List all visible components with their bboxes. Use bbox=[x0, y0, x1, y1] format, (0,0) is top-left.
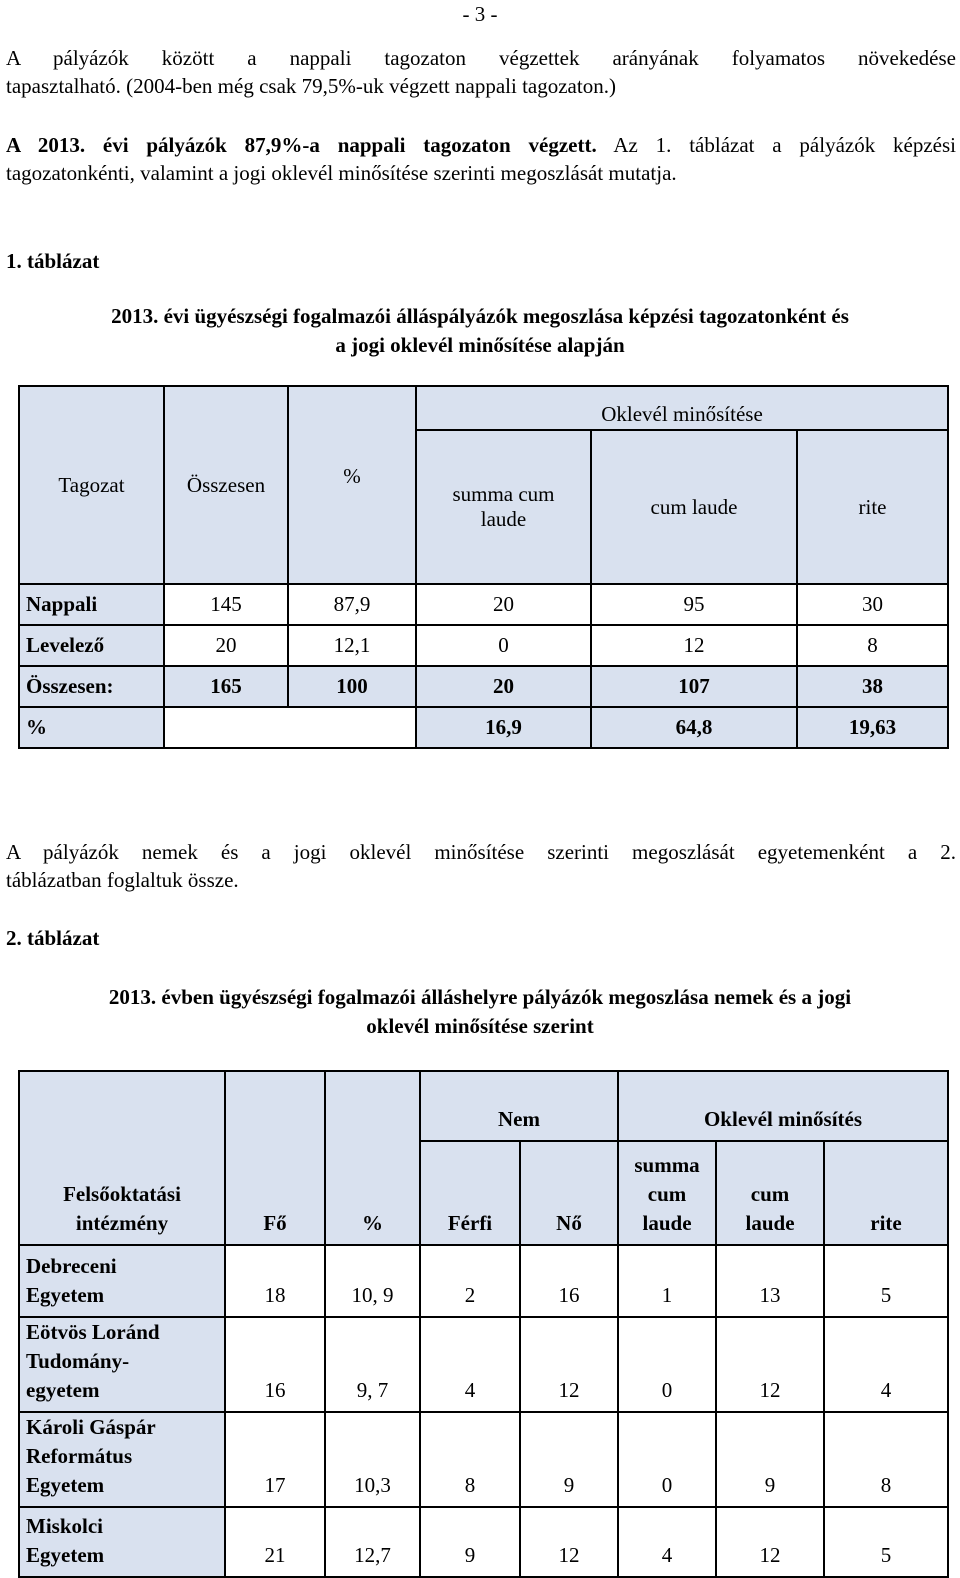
t2-cell: 13 bbox=[716, 1245, 824, 1317]
t2-header-institution-line-1: Felsőoktatási bbox=[63, 1182, 181, 1206]
t2-header-summa-line-2: cum bbox=[647, 1182, 687, 1206]
table1-title-line-1: 2013. évi ügyészségi fogalmazói álláspályázók megoszlása képzési tagozatonként és bbox=[111, 304, 849, 328]
t1-cell: 20 bbox=[416, 584, 591, 625]
t2-row-label-line: Miskolci bbox=[26, 1514, 103, 1538]
table2-title bbox=[0, 983, 960, 1041]
t2-row-label-line: Református bbox=[26, 1444, 133, 1468]
t1-cell: 0 bbox=[416, 625, 591, 666]
t1-row-label: Nappali bbox=[19, 584, 164, 625]
t2-cell: 4 bbox=[824, 1317, 948, 1412]
t1-cell: 145 bbox=[164, 584, 288, 625]
t2-cell: 10,3 bbox=[325, 1412, 420, 1507]
t2-header-ferfi: Férfi bbox=[420, 1141, 520, 1245]
t2-cell: 2 bbox=[420, 1245, 520, 1317]
summary-bold-text: A 2013. évi pályázók 87,9%-a nappali tagozaton végzett. bbox=[6, 133, 597, 157]
t2-cell: 0 bbox=[618, 1412, 716, 1507]
table2-intro-line-1: A pályázók nemek és a jogi oklevél minősítése szerinti megoszlását egyetemenként a 2. bbox=[6, 840, 956, 864]
t1-row-label: % bbox=[19, 707, 164, 748]
t2-cell: 9 bbox=[716, 1412, 824, 1507]
t1-cell: 16,9 bbox=[416, 707, 591, 748]
t1-row-label: Összesen: bbox=[19, 666, 164, 707]
t2-row-label bbox=[19, 1317, 225, 1412]
t2-row-label bbox=[19, 1412, 225, 1507]
t1-cell: 19,63 bbox=[797, 707, 948, 748]
t2-header-institution-line-2: intézmény bbox=[75, 1211, 169, 1235]
t1-cell: 87,9 bbox=[288, 584, 416, 625]
table2-label: 2. táblázat bbox=[6, 926, 100, 950]
t2-row-label bbox=[19, 1507, 225, 1577]
t1-cell: 95 bbox=[591, 584, 797, 625]
t2-header-summa-line-1: summa bbox=[634, 1153, 700, 1177]
t2-cell: 5 bbox=[824, 1507, 948, 1577]
t2-cell: 4 bbox=[420, 1317, 520, 1412]
t1-row-label: Levelező bbox=[19, 625, 164, 666]
page-number: - 3 - bbox=[462, 2, 498, 26]
t2-row-label-line: Debreceni bbox=[26, 1254, 117, 1278]
t1-cell-empty bbox=[164, 707, 416, 748]
t1-cell: 30 bbox=[797, 584, 948, 625]
t1-cell: 8 bbox=[797, 625, 948, 666]
table2-title-line-1: 2013. évben ügyészségi fogalmazói álláshelyre pályázók megoszlása nemek és a jogi bbox=[108, 985, 852, 1009]
t2-row-label-line: Tudomány- bbox=[26, 1349, 130, 1373]
t2-cell: 10, 9 bbox=[325, 1245, 420, 1317]
intro-line-2: tapasztalható. (2004-ben még csak 79,5%-uk végzett nappali tagozaton.) bbox=[6, 74, 616, 98]
summary-line-2: tagozatonkénti, valamint a jogi oklevél minősítése szerinti megoszlását mutatja. bbox=[6, 161, 677, 185]
t2-cell: 12 bbox=[716, 1507, 824, 1577]
t1-header-cum: cum laude bbox=[591, 430, 797, 584]
t1-cell: 12,1 bbox=[288, 625, 416, 666]
summary-line-1 bbox=[6, 131, 956, 159]
summary-line-1-rest: Az 1. táblázat a pályázók képzési bbox=[596, 133, 957, 157]
table1 bbox=[18, 385, 949, 749]
t1-cell: 107 bbox=[591, 666, 797, 707]
t2-cell: 12 bbox=[520, 1507, 618, 1577]
t2-cell: 9, 7 bbox=[325, 1317, 420, 1412]
t1-cell: 165 bbox=[164, 666, 288, 707]
t2-header-percent: % bbox=[325, 1071, 420, 1245]
t2-row-label-line: egyetem bbox=[26, 1378, 100, 1402]
t2-header-institution bbox=[19, 1071, 225, 1245]
summary-paragraph bbox=[6, 131, 956, 187]
t2-header-cum bbox=[716, 1141, 824, 1245]
t2-header-oklevel: Oklevél minősítés bbox=[618, 1071, 948, 1141]
t1-cell: 20 bbox=[416, 666, 591, 707]
t2-cell: 16 bbox=[520, 1245, 618, 1317]
t1-cell: 20 bbox=[164, 625, 288, 666]
intro-paragraph bbox=[6, 44, 956, 100]
t2-row-label bbox=[19, 1245, 225, 1317]
t2-cell: 17 bbox=[225, 1412, 325, 1507]
t2-cell: 1 bbox=[618, 1245, 716, 1317]
t1-header-percent: % bbox=[288, 386, 416, 584]
t2-cell: 21 bbox=[225, 1507, 325, 1577]
t1-header-oklevel: Oklevél minősítése bbox=[416, 386, 948, 430]
t2-cell: 5 bbox=[824, 1245, 948, 1317]
table2-intro-line-2: táblázatban foglaltuk össze. bbox=[6, 868, 239, 892]
t2-cell: 0 bbox=[618, 1317, 716, 1412]
t2-row-label-line: Egyetem bbox=[26, 1473, 105, 1497]
t1-cell: 64,8 bbox=[591, 707, 797, 748]
t1-header-osszesen: Összesen bbox=[164, 386, 288, 584]
t2-cell: 4 bbox=[618, 1507, 716, 1577]
t1-header-rite: rite bbox=[797, 430, 948, 584]
t2-header-rite: rite bbox=[824, 1141, 948, 1245]
intro-line-1: A pályázók között a nappali tagozaton végzettek arányának folyamatos növekedése bbox=[6, 46, 956, 70]
t2-row-label-line: Egyetem bbox=[26, 1543, 105, 1567]
t2-cell: 8 bbox=[824, 1412, 948, 1507]
t2-cell: 8 bbox=[420, 1412, 520, 1507]
t2-cell: 12 bbox=[716, 1317, 824, 1412]
t2-header-no: Nő bbox=[520, 1141, 618, 1245]
t1-header-tagozat: Tagozat bbox=[19, 386, 164, 584]
t2-cell: 9 bbox=[520, 1412, 618, 1507]
t2-row-label-line: Egyetem bbox=[26, 1283, 105, 1307]
t2-header-summa bbox=[618, 1141, 716, 1245]
t1-cell: 38 bbox=[797, 666, 948, 707]
t1-cell: 12 bbox=[591, 625, 797, 666]
t2-row-label-line: Eötvös Loránd bbox=[26, 1320, 160, 1344]
table2-intro-paragraph bbox=[6, 838, 956, 894]
t2-header-cum-line-2: laude bbox=[745, 1211, 795, 1235]
t2-row-label-line: Károli Gáspár bbox=[26, 1415, 156, 1439]
t2-header-summa-line-3: laude bbox=[642, 1211, 692, 1235]
t2-cell: 12 bbox=[520, 1317, 618, 1412]
t2-cell: 9 bbox=[420, 1507, 520, 1577]
t1-header-summa: summa cum laude bbox=[416, 430, 591, 584]
t2-header-cum-line-1: cum bbox=[750, 1182, 790, 1206]
t2-header-nem: Nem bbox=[420, 1071, 618, 1141]
table2 bbox=[18, 1070, 949, 1578]
table1-label: 1. táblázat bbox=[6, 249, 100, 273]
table2-title-line-2: oklevél minősítése szerint bbox=[366, 1014, 594, 1038]
table1-title bbox=[0, 302, 960, 360]
t2-cell: 18 bbox=[225, 1245, 325, 1317]
t2-cell: 16 bbox=[225, 1317, 325, 1412]
t1-cell: 100 bbox=[288, 666, 416, 707]
t2-header-fo: Fő bbox=[225, 1071, 325, 1245]
t2-cell: 12,7 bbox=[325, 1507, 420, 1577]
table1-title-line-2: a jogi oklevél minősítése alapján bbox=[335, 333, 625, 357]
